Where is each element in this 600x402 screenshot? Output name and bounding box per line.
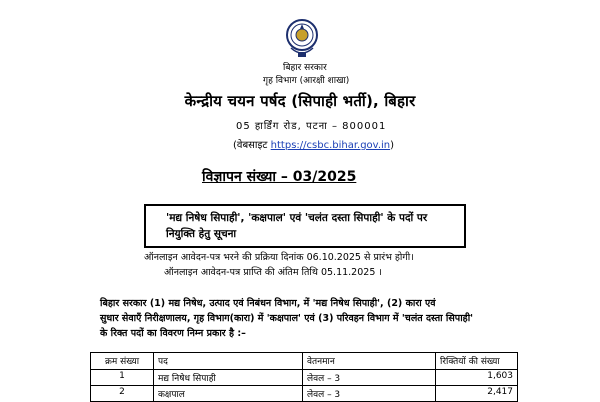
government-emblem-icon (285, 18, 319, 60)
paragraph-line-2: सुधार सेवाएँ निरीक्षणालय, गृह विभाग(कारा) में 'कक्षपाल' एवं (3) परिवहन विभाग में 'चलंत दस्ता सिपाही' (100, 313, 474, 324)
website-label: (वेबसाइट (233, 140, 268, 151)
table-row (91, 370, 518, 386)
header-vacancies: रिक्तियों की संख्या (436, 353, 518, 370)
cell-pay-scale: लेवल – 3 (303, 386, 436, 402)
notice-line-1: 'मद्य निषेध सिपाही', 'कक्षपाल' एवं 'चलंत दस्ता सिपाही' के पदों पर (166, 212, 428, 224)
address: 05 हार्डिंग रोड, पटना – 800001 (236, 121, 387, 132)
paragraph-line-1: बिहार सरकार (1) मद्य निषेध, उत्पाद एवं निबंधन विभाग, में 'मद्य निषेध सिपाही', (2) कारा एवं (100, 298, 436, 309)
application-start-date: ऑनलाइन आवेदन-पत्र भरने की प्रक्रिया दिनांक 06.10.2025 से प्रारंभ होगी। (144, 252, 414, 263)
table-row (91, 386, 518, 402)
header-serial: क्रम संख्या (91, 353, 154, 370)
govt-name: बिहार सरकार (283, 63, 327, 73)
header-pay-scale: वेतनमान (303, 353, 436, 370)
header-post: पद (154, 353, 303, 370)
cell-vacancies: 2,417 (436, 386, 518, 402)
advertisement-number: विज्ञापन संख्या – 03/2025 (202, 169, 357, 185)
website-link[interactable]: https://csbc.bihar.gov.in (270, 140, 391, 151)
cell-post: कक्षपाल (154, 386, 303, 402)
website-close: ) (390, 140, 395, 151)
table-header-row (91, 353, 518, 370)
application-end-date: ऑनलाइन आवेदन-पत्र प्राप्ति की अंतिम तिथि 05.11.2025 । (164, 267, 382, 278)
website-line (233, 137, 394, 151)
cell-pay-scale: लेवल – 3 (303, 370, 436, 386)
intro-paragraph (100, 296, 530, 341)
vacancy-table (90, 352, 518, 402)
cell-serial: 2 (91, 386, 154, 402)
notice-line-2: नियुक्ति हेतु सूचना (166, 228, 237, 240)
notice-box (144, 204, 466, 248)
dept-name: गृह विभाग (आरक्षी शाखा) (263, 76, 350, 86)
paragraph-line-3: के रिक्त पदों का विवरण निम्न प्रकार है :– (100, 328, 246, 339)
cell-serial: 1 (91, 370, 154, 386)
cell-post: मद्य निषेध सिपाही (154, 370, 303, 386)
cell-vacancies: 1,603 (436, 370, 518, 386)
page-title: केन्द्रीय चयन पर्षद (सिपाही भर्ती), बिहार (184, 92, 416, 110)
